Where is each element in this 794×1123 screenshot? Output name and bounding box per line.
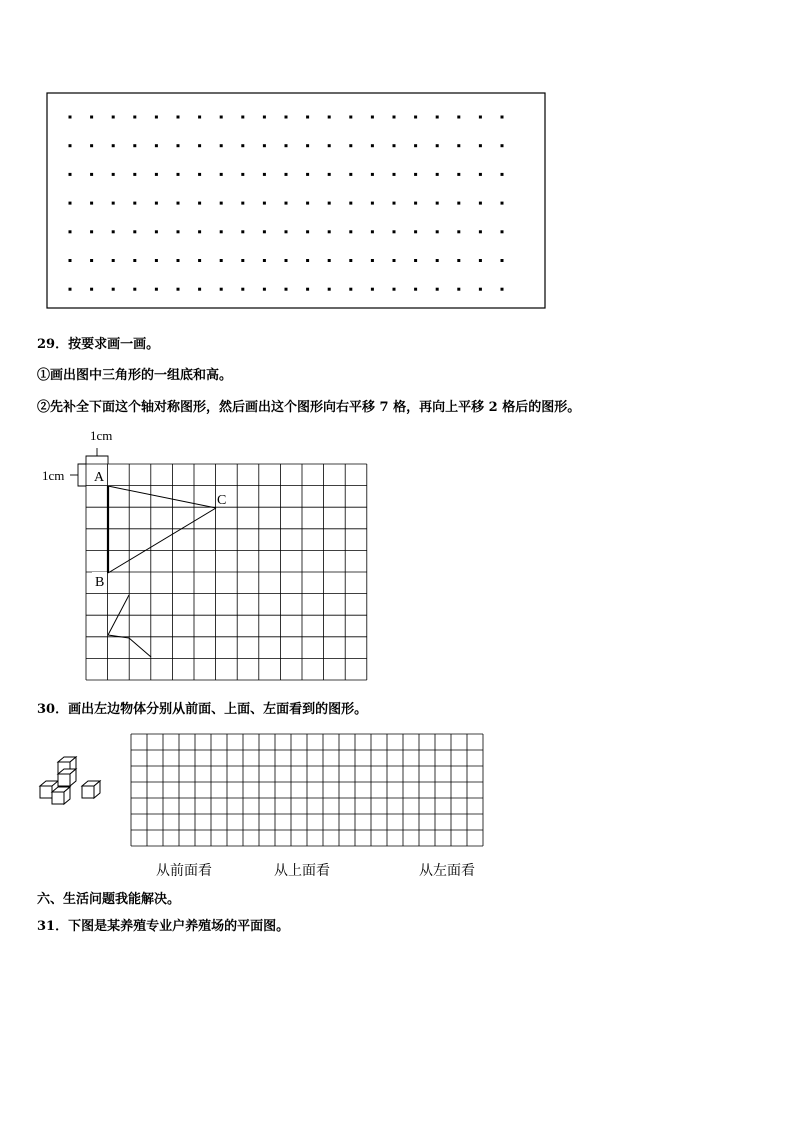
grid-dot	[436, 259, 439, 262]
q30-title: 30．画出左边物体分别从前面、上面、左面看到的图形。	[37, 702, 368, 717]
grid-dot	[414, 288, 417, 291]
grid-dot	[198, 144, 201, 147]
grid-dot	[90, 288, 93, 291]
grid-dot	[69, 259, 72, 262]
triangle-side-ac	[108, 486, 216, 508]
grid-dot	[371, 202, 374, 205]
grid-dot	[155, 173, 158, 176]
grid-dot	[306, 202, 309, 205]
grid-dot	[328, 230, 331, 233]
grid-dot	[220, 288, 223, 291]
grid-dot	[436, 202, 439, 205]
grid-dot	[177, 202, 180, 205]
grid-dot	[306, 116, 309, 119]
grid-dot	[177, 230, 180, 233]
grid-dot	[177, 288, 180, 291]
grid-dot	[155, 144, 158, 147]
grid-dot	[306, 230, 309, 233]
grid-dot	[436, 144, 439, 147]
grid-dot	[69, 173, 72, 176]
triangle-side-bc	[108, 508, 216, 573]
grid-dot	[133, 116, 136, 119]
grid-dot	[241, 144, 244, 147]
dot-grid-box	[46, 92, 546, 309]
grid-dot	[198, 288, 201, 291]
grid-dot	[328, 288, 331, 291]
grid-dot	[241, 202, 244, 205]
grid-dot	[241, 116, 244, 119]
grid-dot	[220, 144, 223, 147]
grid-dot	[479, 116, 482, 119]
grid-dot	[349, 259, 352, 262]
grid-dot	[177, 116, 180, 119]
grid-dot	[479, 259, 482, 262]
grid-dot	[112, 116, 115, 119]
grid-dot	[328, 202, 331, 205]
grid-dot	[90, 173, 93, 176]
grid-dot	[306, 259, 309, 262]
grid-dot	[241, 230, 244, 233]
q29-title: 29．按要求画一画。	[37, 337, 160, 352]
grid-dot	[112, 202, 115, 205]
grid-dot	[241, 288, 244, 291]
grid-dot	[393, 288, 396, 291]
grid-dot	[306, 173, 309, 176]
grid-dot	[436, 230, 439, 233]
grid-dot	[457, 202, 460, 205]
grid-dot	[263, 288, 266, 291]
grid-dot	[198, 230, 201, 233]
grid-dot	[241, 173, 244, 176]
grid-dot	[414, 173, 417, 176]
grid-dot	[371, 288, 374, 291]
grid-dot	[479, 144, 482, 147]
grid-dot	[414, 144, 417, 147]
grid-dot	[328, 173, 331, 176]
grid-dot	[155, 259, 158, 262]
unit-bracket-top	[86, 456, 108, 464]
grid-dot	[414, 202, 417, 205]
grid-dot	[285, 259, 288, 262]
grid-dot	[263, 173, 266, 176]
grid-dot	[501, 230, 504, 233]
grid-dot	[90, 144, 93, 147]
grid-dot	[220, 116, 223, 119]
grid-dot	[285, 144, 288, 147]
grid-dot	[349, 144, 352, 147]
q31-title: 31．下图是某养殖专业户养殖场的平面图。	[37, 919, 290, 934]
grid-dot	[177, 259, 180, 262]
grid-dot	[306, 288, 309, 291]
grid-dot	[69, 230, 72, 233]
grid-dot	[479, 202, 482, 205]
grid-dot	[349, 288, 352, 291]
grid-dot	[263, 116, 266, 119]
grid-dot	[112, 259, 115, 262]
grid-dot	[69, 144, 72, 147]
grid-dot	[328, 259, 331, 262]
grid-dot	[457, 288, 460, 291]
grid-dot	[112, 230, 115, 233]
label-a: A	[94, 470, 105, 485]
grid-dot	[90, 116, 93, 119]
view-label-front: 从前面看	[156, 863, 212, 879]
grid-dot	[155, 230, 158, 233]
grid-dot	[90, 230, 93, 233]
grid-dot	[220, 230, 223, 233]
grid-dot	[69, 116, 72, 119]
view-label-left: 从左面看	[419, 863, 475, 879]
grid-dot	[328, 144, 331, 147]
grid-dot	[263, 230, 266, 233]
grid-dot	[501, 173, 504, 176]
q30-view-grid	[130, 733, 486, 847]
grid-dot	[90, 259, 93, 262]
grid-dot	[155, 288, 158, 291]
grid-dot	[393, 230, 396, 233]
grid-dot	[220, 259, 223, 262]
grid-dot	[414, 230, 417, 233]
view-label-top: 从上面看	[274, 863, 330, 879]
grid-dot	[198, 259, 201, 262]
grid-dot	[457, 116, 460, 119]
grid-dot	[133, 259, 136, 262]
grid-dot	[328, 116, 331, 119]
grid-dot	[501, 116, 504, 119]
grid-dot	[501, 144, 504, 147]
q30-square-grid	[131, 734, 483, 846]
section6-title: 六、生活问题我能解决。	[37, 892, 181, 907]
grid-dot	[414, 259, 417, 262]
grid-dot	[263, 202, 266, 205]
label-c: C	[217, 493, 227, 508]
grid-dot	[198, 202, 201, 205]
unit-label-left: 1cm	[42, 468, 65, 483]
grid-dot	[371, 230, 374, 233]
grid-dot	[198, 116, 201, 119]
grid-dot	[133, 202, 136, 205]
grid-dot	[371, 116, 374, 119]
grid-dot	[112, 288, 115, 291]
label-b: B	[95, 575, 105, 590]
grid-dot	[371, 259, 374, 262]
grid-dot	[457, 230, 460, 233]
grid-dot	[69, 202, 72, 205]
grid-dot	[285, 230, 288, 233]
grid-dot	[69, 288, 72, 291]
grid-dot	[90, 202, 93, 205]
grid-dot	[112, 173, 115, 176]
grid-dot	[436, 288, 439, 291]
dot-grid-dots	[69, 116, 504, 291]
sym-figure-edge-3	[129, 638, 151, 657]
grid-dot	[479, 288, 482, 291]
grid-dot	[414, 116, 417, 119]
grid-dot	[501, 288, 504, 291]
grid-dot	[349, 230, 352, 233]
grid-dot	[133, 144, 136, 147]
grid-dot	[349, 116, 352, 119]
grid-dot	[479, 173, 482, 176]
grid-dot	[393, 202, 396, 205]
q29-item2: ②先补全下面这个轴对称图形，然后画出这个图形向右平移 7 格，再向上平移 2 格后的图形。	[37, 400, 581, 415]
grid-dot	[393, 173, 396, 176]
cube-object	[36, 756, 104, 808]
q29-grid-figure	[30, 422, 380, 684]
grid-dot	[241, 259, 244, 262]
grid-dot	[479, 230, 482, 233]
grid-dot	[155, 116, 158, 119]
grid-dot	[285, 173, 288, 176]
grid-dot	[198, 173, 201, 176]
grid-dot	[501, 202, 504, 205]
grid-dot	[457, 173, 460, 176]
grid-dot	[133, 288, 136, 291]
grid-dot	[177, 144, 180, 147]
grid-dot	[436, 116, 439, 119]
grid-dot	[177, 173, 180, 176]
grid-dot	[285, 202, 288, 205]
grid-dot	[501, 259, 504, 262]
unit-label-top: 1cm	[90, 428, 113, 443]
grid-dot	[393, 144, 396, 147]
grid-dot	[133, 230, 136, 233]
grid-dot	[457, 259, 460, 262]
unit-bracket-left	[78, 464, 86, 486]
grid-dot	[285, 288, 288, 291]
grid-dot	[436, 173, 439, 176]
grid-dot	[349, 202, 352, 205]
grid-dot	[220, 202, 223, 205]
grid-dot	[349, 173, 352, 176]
q29-item1: ①画出图中三角形的一组底和高。	[37, 368, 233, 383]
grid-dot	[371, 173, 374, 176]
grid-dot	[393, 259, 396, 262]
grid-dot	[220, 173, 223, 176]
grid-dot	[371, 144, 374, 147]
grid-dot	[457, 144, 460, 147]
grid-dot	[285, 116, 288, 119]
grid-dot	[306, 144, 309, 147]
grid-dot	[133, 173, 136, 176]
grid-dot	[112, 144, 115, 147]
q29-square-grid	[86, 464, 367, 680]
grid-dot	[155, 202, 158, 205]
grid-dot	[263, 144, 266, 147]
grid-dot	[263, 259, 266, 262]
grid-dot	[393, 116, 396, 119]
